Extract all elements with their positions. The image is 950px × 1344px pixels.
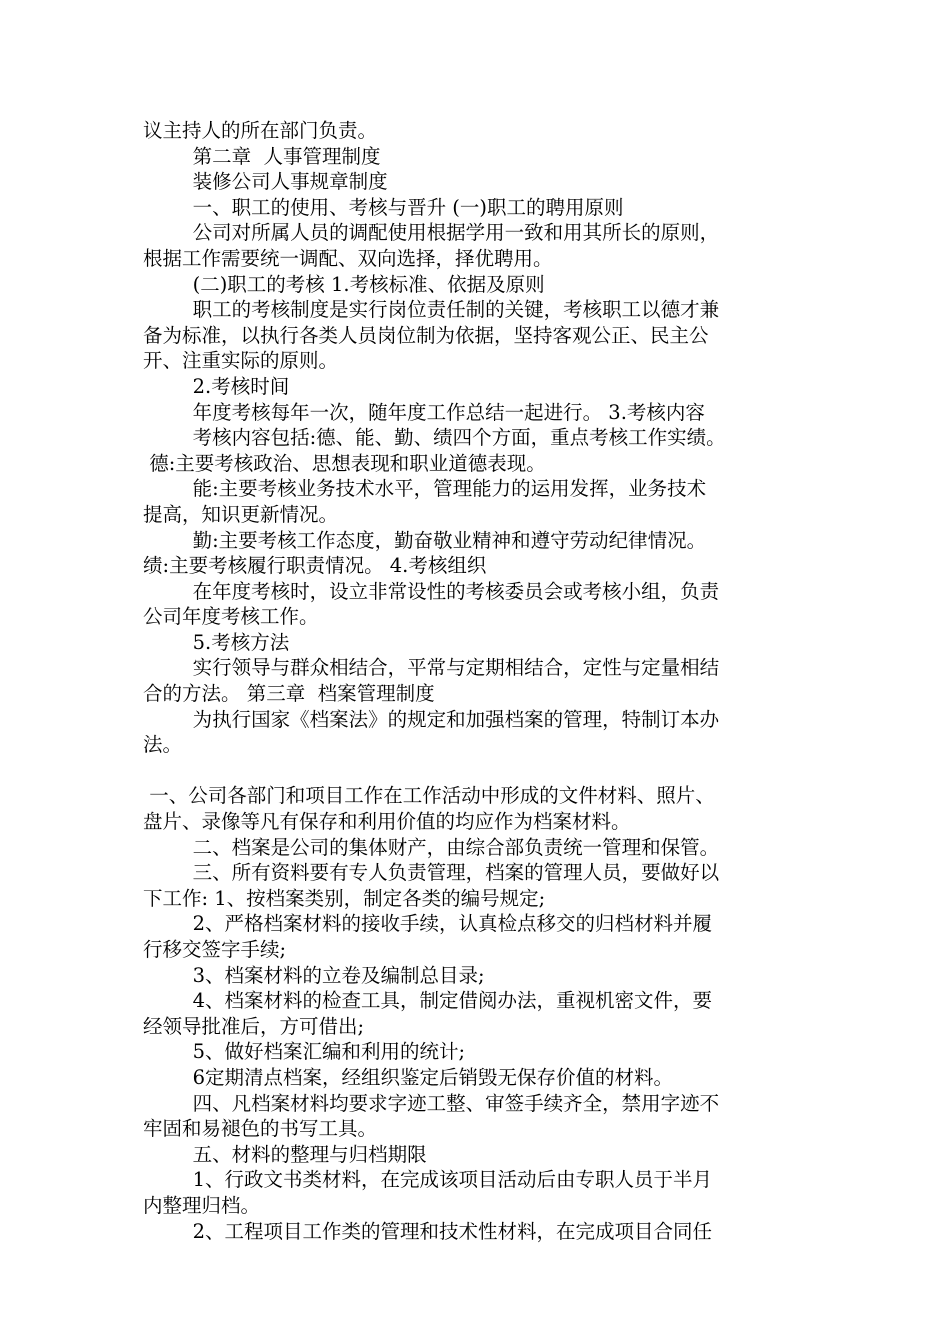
- text-line: 2、工程项目工作类的管理和技术性材料，在完成项目合同任: [143, 1219, 712, 1243]
- text-line: 5、做好档案汇编和利用的统计;: [143, 1040, 466, 1064]
- text-line: 能:主要考核业务技术水平，管理能力的运用发挥，业务技术: [143, 477, 707, 501]
- text-line: 牢固和易褪色的书写工具。: [143, 1117, 378, 1141]
- text-line: 内整理归档。: [143, 1193, 261, 1217]
- text-line: 年度考核每年一次，随年度工作总结一起进行。 3.考核内容: [143, 400, 705, 424]
- text-line: 勤:主要考核工作态度，勤奋敬业精神和遵守劳动纪律情况。: [143, 528, 707, 552]
- text-line: 公司对所属人员的调配使用根据学用一致和用其所长的原则，: [143, 221, 720, 245]
- text-line: 2、严格档案材料的接收手续，认真检点移交的归档材料并履: [143, 912, 712, 936]
- text-line: 公司年度考核工作。: [143, 605, 319, 629]
- text-line: (二)职工的考核 1.考核标准、依据及原则: [143, 272, 545, 296]
- text-line: 经领导批准后，方可借出;: [143, 1014, 365, 1038]
- text-line: 法。: [143, 733, 183, 757]
- text-line: 三、所有资料要有专人负责管理，档案的管理人员，要做好以: [143, 861, 720, 885]
- text-line: 行移交签字手续;: [143, 938, 287, 961]
- text-line: 合的方法。 第三章 档案管理制度: [143, 682, 435, 706]
- text-line: 五、材料的整理与归档期限: [143, 1142, 427, 1166]
- text-line: 备为标准，以执行各类人员岗位制为依据，坚持客观公正、民主公: [143, 323, 709, 347]
- blank-line: [143, 758, 823, 784]
- text-line: 职工的考核制度是实行岗位责任制的关键，考核职工以德才兼: [143, 298, 720, 322]
- text-line: 议主持人的所在部门负责。: [143, 119, 378, 142]
- text-line: 德:主要考核政治、思想表现和职业道德表现。: [143, 451, 546, 475]
- text-line: 4、档案材料的检查工具，制定借阅办法，重视机密文件，要: [143, 989, 712, 1013]
- text-line: 绩:主要考核履行职责情况。 4.考核组织: [143, 554, 487, 578]
- text-line: 在年度考核时，设立非常设性的考核委员会或考核小组，负责: [143, 579, 720, 603]
- text-line: 四、凡档案材料均要求字迹工整、审签手续齐全，禁用字迹不: [143, 1091, 720, 1115]
- text-line: 2.考核时间: [143, 374, 290, 398]
- document-body: [143, 118, 823, 1244]
- text-line: 3、档案材料的立卷及编制总目录;: [143, 963, 485, 987]
- text-line: 实行领导与群众相结合，平常与定期相结合，定性与定量相结: [143, 656, 720, 680]
- text-line: 下工作: 1、按档案类别，制定各类的编号规定;: [143, 886, 546, 910]
- text-line: 6定期清点档案，经组织鉴定后销毁无保存价值的材料。: [143, 1065, 673, 1089]
- text-line: 5.考核方法: [143, 630, 290, 654]
- text-line: 为执行国家《档案法》的规定和加强档案的管理，特制订本办: [143, 707, 720, 731]
- section-heading: 装修公司人事规章制度: [143, 170, 388, 194]
- chapter-heading: 第二章 人事管理制度: [143, 144, 381, 168]
- text-line: 开、注重实际的原则。: [143, 349, 339, 373]
- text-line: 一、公司各部门和项目工作在工作活动中形成的文件材料、照片、: [143, 784, 715, 808]
- text-line: 盘片、录像等凡有保存和利用价值的均应作为档案材料。: [143, 810, 631, 834]
- text-line: 1、行政文书类材料，在完成该项目活动后由专职人员于半月: [143, 1168, 712, 1192]
- text-line: 考核内容包括:德、能、勤、绩四个方面，重点考核工作实绩。: [143, 426, 726, 450]
- text-line: 二、档案是公司的集体财产，由综合部负责统一管理和保管。: [143, 835, 720, 859]
- text-line: 一、职工的使用、考核与晋升 (一)职工的聘用原则: [143, 195, 624, 219]
- text-line: 根据工作需要统一调配、双向选择，择优聘用。: [143, 246, 553, 270]
- text-line: 提高，知识更新情况。: [143, 502, 339, 526]
